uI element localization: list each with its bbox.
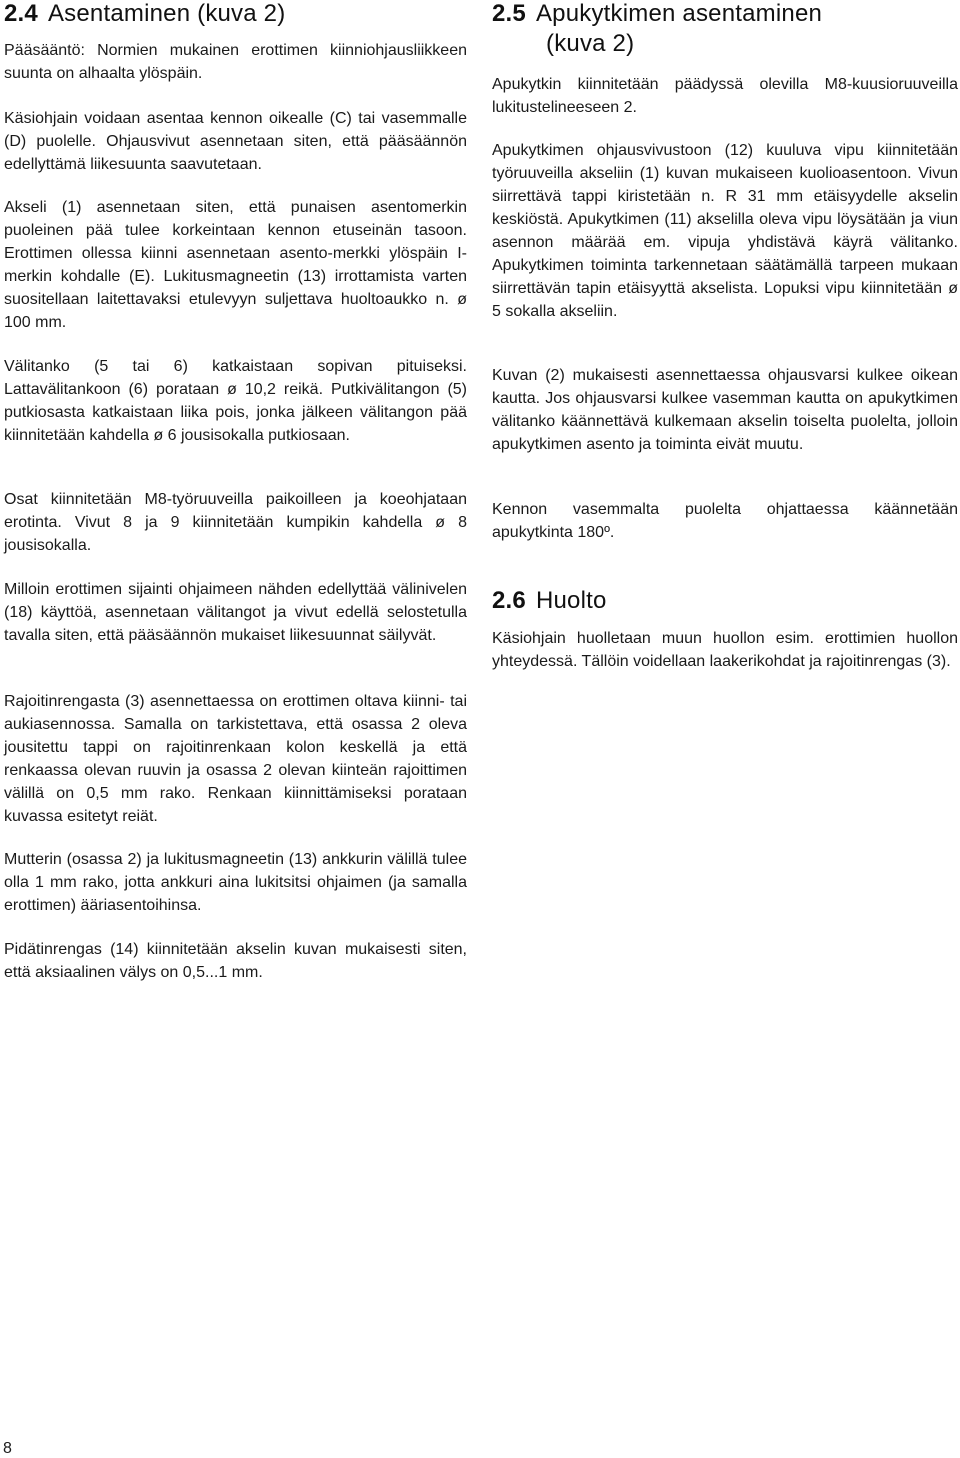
paragraph: Mutterin (osassa 2) ja lukitusmagneetin (13) ankkurin välillä tulee olla 1 mm rako, jotta ankkuri aina lukitsitsi ohjaimen (ja samalla erottimen) ääriasentoihinsa. (4, 851, 467, 914)
heading-text: (kuva 2) (546, 30, 635, 57)
paragraph: Apukytkimen ohjausvivustoon (12) kuuluva vipu kiinnitetään työruuveilla akseliin (1) kuvan mukaiseen kuolioasentoon. Vivun siirrettävä tappi kiristetään n. R 31 mm etäisyydelle akselin keskiöstä. Apukytkimen (11) akselilla oleva vipu löysätään ja viun asennon määrää em. vipuja yhdistävä käyrä välitanko. Apukytkimen toiminta tarkennetaan säätämällä tarpeen mukaan siirrettävän tapin etäisyyttä akselista. Lopuksi vipu kiinnitetään ø 5 sokalla akseliin. (492, 142, 958, 320)
section-heading-2-5 (492, 0, 958, 28)
paragraph: Osat kiinnitetään M8-työruuveilla paikoilleen ja koeohjataan erotinta. Vivut 8 ja 9 kiinnitetään kumpikin kahdella ø 8 jousisokalla. (4, 491, 467, 554)
paragraph: Milloin erottimen sijainti ohjaimeen nähden edellyttää välinivelen (18) käyttöä, asennetaan välitangot ja vivut edellä selostetulla tavalla siten, että pääsäännön mukaiset liikesuunnat säilyvät. (4, 581, 467, 644)
paragraph: Välitanko (5 tai 6) katkaistaan sopivan pituiseksi. Lattavälitankoon (6) porataan ø 10,2 reikä. Putkivälitangon (5) putkiosasta katkaistaan liika pois, jonka jälkeen välitangon pää kiinnitetään kahdella ø 6 jousisokalla putkiosaan. (4, 358, 467, 444)
heading-number: 2.6 (492, 587, 526, 614)
section-heading-2-5-line2 (546, 30, 634, 58)
page-number: 8 (3, 1440, 12, 1457)
heading-text: Huolto (535, 587, 607, 614)
heading-number: 2.5 (492, 0, 526, 27)
paragraph: Pääsääntö: Normien mukainen erottimen kiinniohjausliikkeen suunta on alhaalta ylöspäin. (4, 42, 467, 82)
paragraph: Pidätinrengas (14) kiinnitetään akselin kuvan mukaisesti siten, että aksiaalinen välys on 0,5...1 mm. (4, 941, 467, 981)
paragraph: Apukytkin kiinnitetään päädyssä olevilla M8-kuusioruuveilla lukitustelineeseen 2. (492, 76, 958, 116)
paragraph: Akseli (1) asennetaan siten, että punaisen asentomerkin puoleinen pää tulee korkeintaan kennon etuseinän tasoon. Erottimen ollessa kiinni asennetaan asento-merkki ylöspäin I-merkin kohdalle (E). Lukitusmagneetin (13) irrottamista varten suositellaan laitettavaksi etulevyyn suljettava huoltoaukko n. ø 100 mm. (4, 199, 467, 331)
paragraph: Kuvan (2) mukaisesti asennettaessa ohjausvarsi kulkee oikean kautta. Jos ohjausvarsi kulkee vasemman kautta on apukytkimen välitanko käännettävä kulkemaan akselin toiselta puolelta, jolloin apukytkimen asento ja toiminta eivät muutu. (492, 367, 958, 453)
paragraph: Käsiohjain huolletaan muun huollon esim. erottimien huollon yhteydessä. Tällöin voidellaan laakerikohdat ja rajoitinrengas (3). (492, 630, 958, 670)
heading-number: 2.4 (4, 0, 38, 27)
heading-text: Asentaminen (kuva 2) (47, 0, 286, 27)
section-heading-2-4 (4, 0, 467, 28)
paragraph: Käsiohjain voidaan asentaa kennon oikealle (C) tai vasemmalle (D) puolelle. Ohjausvivut asennetaan siten, että pääsäännön edellyttämä liikesuunta saavutetaan. (4, 110, 467, 173)
paragraph: Rajoitinrengasta (3) asennettaessa on erottimen oltava kiinni- tai aukiasennossa. Samalla on tarkistettava, että osassa 2 oleva jousitettu tappi on rajoitinrenkaan kolon keskellä ja että renkaassa olevan ruuvin ja osassa 2 olevan kiinteän rajoittimen välillä on 0,5 mm rako. Renkaan kiinnittämiseksi porataan kuvassa esitetyt reiät. (4, 693, 467, 825)
heading-text: Apukytkimen asentaminen (535, 0, 823, 27)
paragraph: Kennon vasemmalta puolelta ohjattaessa käännetään apukytkinta 180º. (492, 501, 958, 541)
section-heading-2-6 (492, 587, 958, 615)
